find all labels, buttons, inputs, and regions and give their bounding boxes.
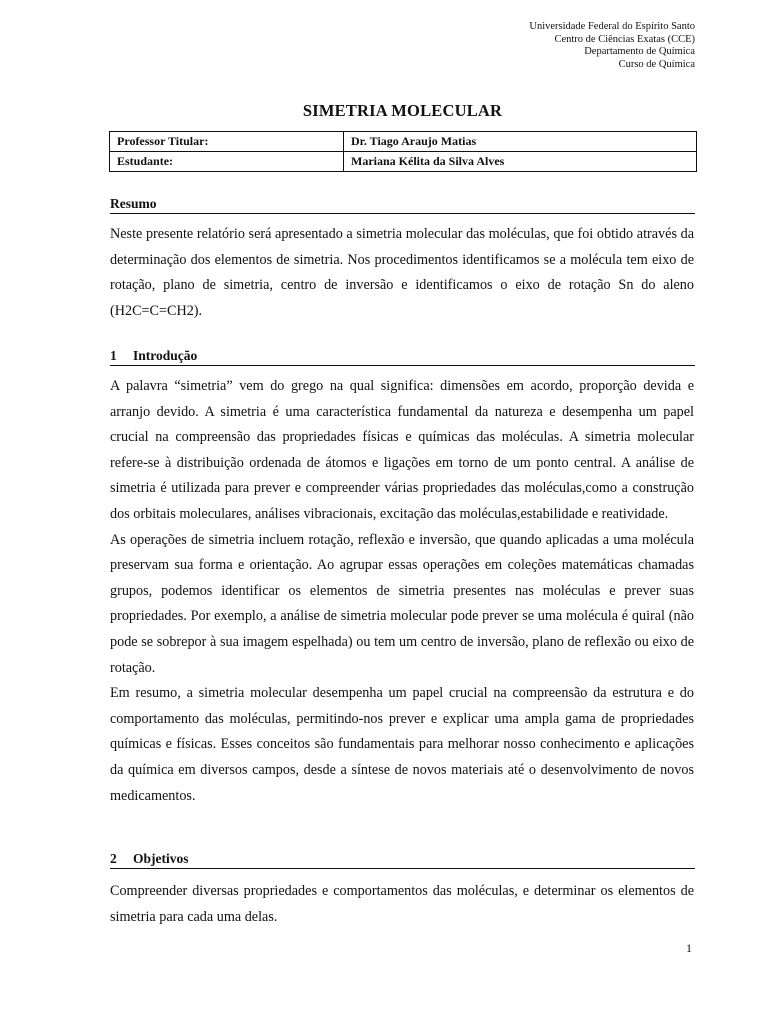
section-number-introducao: 1 xyxy=(110,348,117,363)
objetivos-paragraph: Compreender diversas propriedades e comportamentos das moléculas, e determinar os elementos de simetria para cada uma delas. xyxy=(110,883,694,925)
page-number: 1 xyxy=(686,941,692,955)
introducao-paragraph-2: As operações de simetria incluem rotação, reflexão e inversão, que quando aplicadas a uma molécula preservam sua forma e orientação. Ao agrupar essas operações em coleções matemáticas chamadas grupos, podemos identificar os elementos de simetria presentes nas moléculas e prever suas propriedades. Por exemplo, a análise de simetria molecular pode prever se uma molécula é quiral (não pode se sobrepor à sua imagem espelhada) ou tem um centro de inversão, plano de reflexão ou eixo de rotação. xyxy=(110,531,694,676)
section-number-objetivos: 2 xyxy=(110,851,117,866)
info-label-student: Estudante: xyxy=(110,152,344,172)
document-title: SIMETRIA MOLECULAR xyxy=(302,101,503,120)
section-heading-introducao xyxy=(110,348,695,366)
header-line-course: Curso de Química xyxy=(618,58,695,70)
info-row-student xyxy=(110,152,697,172)
section-title-objetivos: Objetivos xyxy=(133,851,189,866)
section-title-introducao: Introdução xyxy=(133,348,198,363)
introducao-paragraph-1: A palavra “simetria” vem do grego na qual significa: dimensões em acordo, proporção devida e arranjo devido. A simetria é uma característica fundamental da natureza e desempenha um papel crucial na compreensão das propriedades físicas e químicas das moléculas. A simetria molecular refere-se à distribuição ordenada de átomos e ligações em torno de um ponto central. A análise de simetria é utilizada para prever e compreender várias propriedades das moléculas,como a construção dos orbitais moleculares, análises vibracionais, excitação das moléculas,estabilidade e reatividade. xyxy=(110,378,694,522)
introducao-paragraph-3: Em resumo, a simetria molecular desempenha um papel crucial na compreensão da estrutura e do comportamento das moléculas, permitindo-nos prever e explicar uma ampla gama de propriedades químicas e físicas. Esses conceitos são fundamentais para melhorar nosso conhecimento e aplicações da química em diversos campos, desde a síntese de novos materiais até o desenvolvimento de novos medicamentos. xyxy=(110,685,694,804)
introducao-body xyxy=(110,374,694,809)
resumo-paragraph: Neste presente relatório será apresentado a simetria molecular das moléculas, que foi obtido através da determinação dos elementos de simetria. Nos procedimentos identificamos se a molécula tem eixo de rotação, plano de simetria, centro de inversão e identificamos o eixo de rotação Sn do aleno (H2C=C=CH2). xyxy=(110,226,694,319)
resumo-body xyxy=(110,222,694,324)
objetivos-body xyxy=(110,879,694,930)
info-value-student: Mariana Kélita da Silva Alves xyxy=(344,152,697,172)
info-row-professor xyxy=(110,132,697,152)
header-line-university: Universidade Federal do Espírito Santo xyxy=(529,21,695,32)
info-label-professor: Professor Titular: xyxy=(110,132,344,152)
section-title-resumo: Resumo xyxy=(110,196,157,211)
info-value-professor: Dr. Tiago Araujo Matias xyxy=(344,132,697,152)
section-heading-resumo xyxy=(110,196,695,214)
info-table xyxy=(109,131,697,172)
section-heading-objetivos xyxy=(110,851,695,869)
header-line-department: Departamento de Química xyxy=(584,46,695,58)
institution-header xyxy=(529,21,695,71)
header-line-center: Centro de Ciências Exatas (CCE) xyxy=(554,33,695,45)
